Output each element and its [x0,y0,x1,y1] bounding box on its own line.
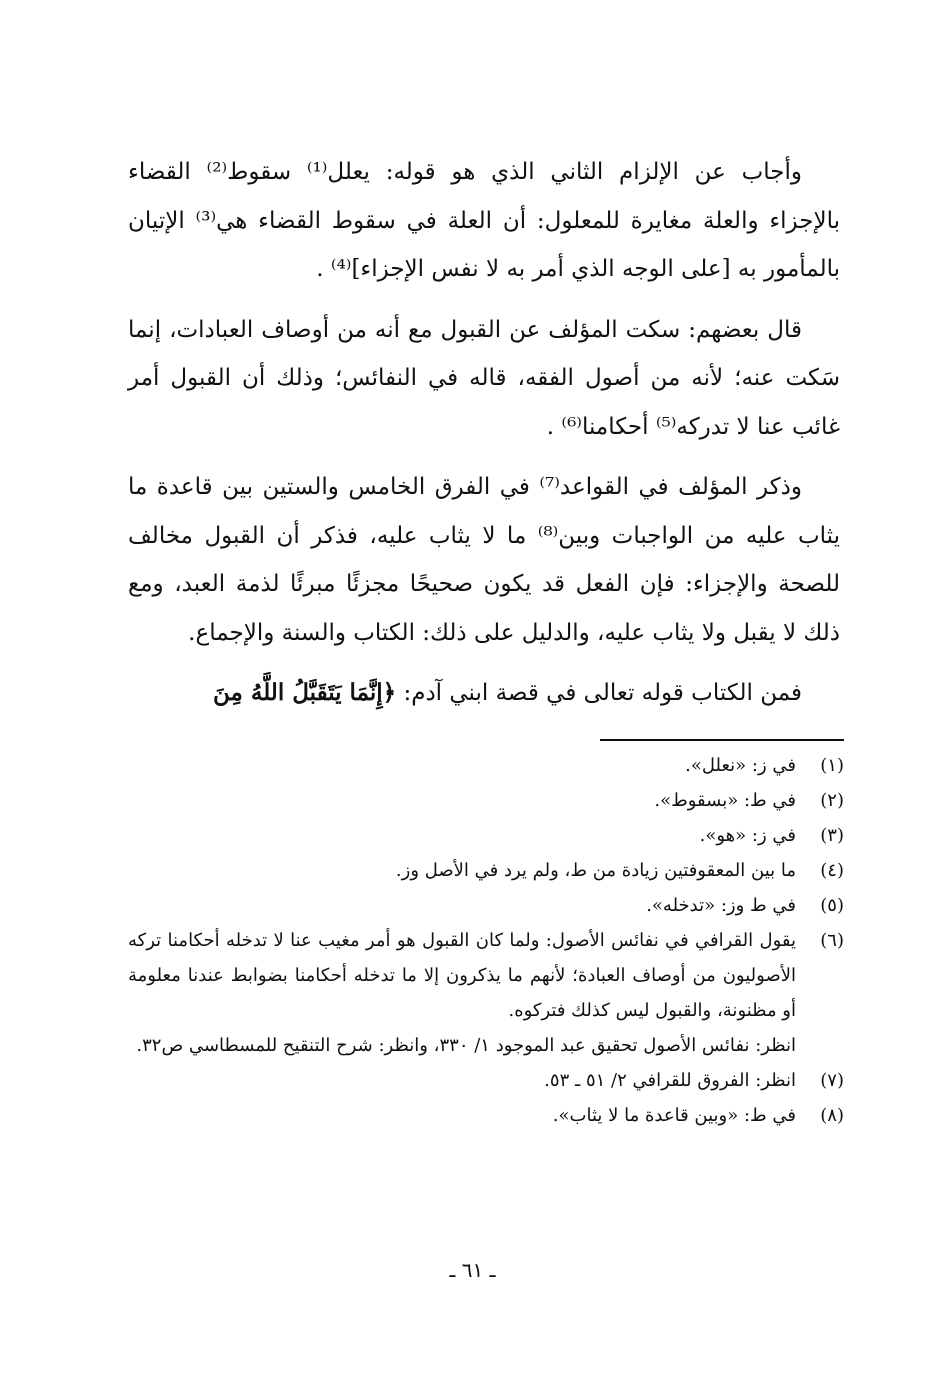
footnote-line: في ط: «بسقوط». [654,790,796,811]
footnote-text [128,853,796,888]
footnote-text [128,818,796,853]
footnote-line: في ط وز: «تدخله». [646,895,796,916]
footnotes [128,748,844,1133]
footnote-text [128,748,796,783]
footnote-number: (٧) [820,1070,844,1091]
quran-verse: ﴿إِنَّمَا يَتَقَبَّلُ اللَّهُ مِنَ [213,679,397,706]
footnote [128,1063,844,1098]
footnote-separator [600,739,844,741]
footnote-line: في ط: «وبين قاعدة ما لا يثاب». [552,1105,796,1126]
footnote [128,818,844,853]
footnote-number: (٦) [820,930,844,951]
page-number: ـ ٦١ ـ [449,1258,496,1282]
paragraph-2: قال بعضهم: سكت المؤلف عن القبول مع أنه من أوصاف العبادات، إنما سَكت عنه؛ لأنه من أصول الفقه، قاله في النفائس؛ وذلك أن القبول أمر غائب عنا لا تدركه⁽⁵⁾ أحكامنا⁽⁶⁾ . [128,316,840,440]
paragraph-4 [128,669,840,718]
paragraph-1: وأجاب عن الإلزام الثاني الذي هو قوله: يعلل⁽¹⁾ سقوط⁽²⁾ القضاء بالإجزاء والعلة مغايرة للمعلول: أن العلة في سقوط القضاء هي⁽³⁾ الإتيان بالمأمور به [على الوجه الذي أمر به لا نفس الإجزاء]⁽⁴⁾ . [128,159,840,282]
paragraph-4-intro: فمن الكتاب قوله تعالى في قصة ابني آدم: [403,680,802,706]
footnote-line: انظر: الفروق للقرافي ٢/ ٥١ ـ ٥٣. [544,1070,796,1091]
footnote-number: (٢) [820,790,844,811]
footnote-text [128,888,796,923]
footnote-line: يقول القرافي في نفائس الأصول: ولما كان القبول هو أمر مغيب عنا لا تدخله أحكامنا تركه الأصوليون من أوصاف العبادة؛ لأنهم ما يذكرون إلا ما تدخله أحكامنا بضوابط عندنا معلومة أو مظنونة، والقبول ليس كذلك فتركوه. [128,930,796,1021]
footnote [128,923,844,1063]
paragraph-3: وذكر المؤلف في القواعد⁽⁷⁾ في الفرق الخامس والستين بين قاعدة ما يثاب عليه من الواجبات وبين⁽⁸⁾ ما لا يثاب عليه، فذكر أن القبول مخالف للصحة والإجزاء: فإن الفعل قد يكون صحيحًا مجزئًا مبرئًا لذمة العبد، ومع ذلك لا يقبل ولا يثاب عليه، والدليل على ذلك: الكتاب والسنة والإجماع. [128,474,840,646]
footnote-number: (٨) [820,1105,844,1126]
footnote-number: (٥) [820,895,844,916]
footnote-number: (١) [820,755,844,776]
footnote [128,783,844,818]
footnote-number: (٤) [820,860,844,881]
footnote-text [128,1063,796,1098]
footnote-line: في ز: «نعلل». [685,755,796,776]
footnote-number: (٣) [820,825,844,846]
footnote-text [128,923,796,1063]
footnote-line: ما بين المعقوفتين زيادة من ط، ولم يرد في الأصل وز. [395,860,796,881]
footnote-line: انظر: نفائس الأصول تحقيق عبد الموجود ١/ ٣٣٠، وانظر: شرح التنقيح للمسطاسي ص٣٢. [136,1035,796,1056]
footnote [128,748,844,783]
main-text [128,148,840,730]
footnote-text [128,1098,796,1133]
footnote [128,853,844,888]
footnote-text [128,783,796,818]
footnote-line: في ز: «هو». [699,825,796,846]
footnote [128,888,844,923]
footnote [128,1098,844,1133]
